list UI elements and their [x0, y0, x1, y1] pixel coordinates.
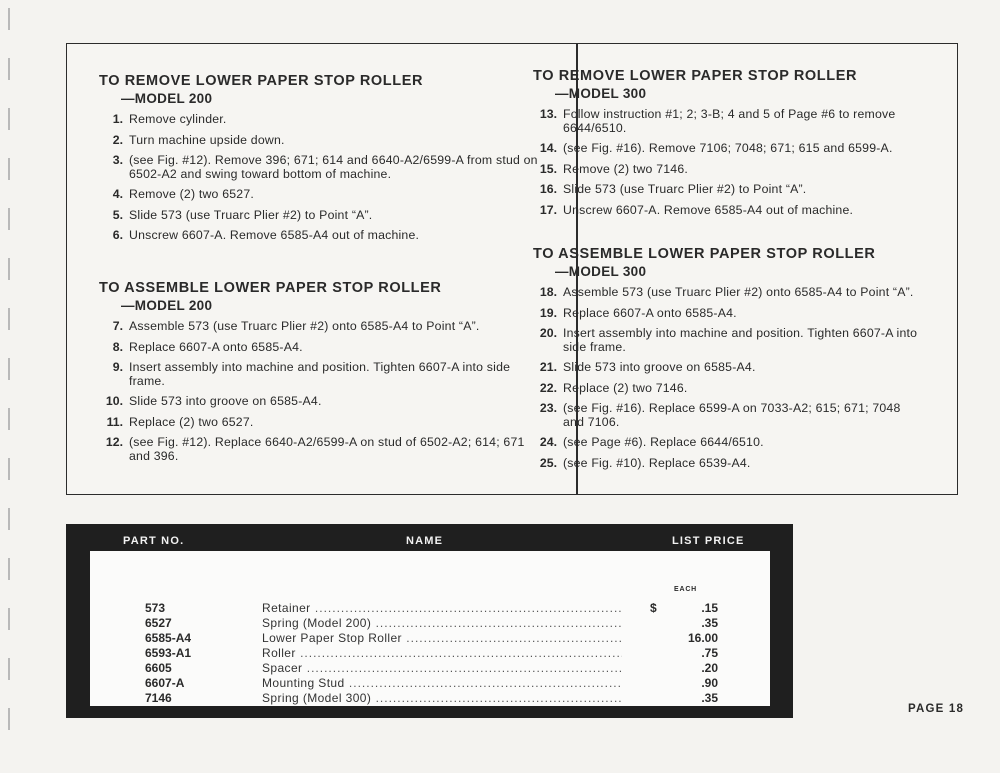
- table-row: [90, 676, 770, 691]
- section-heading: [99, 280, 539, 314]
- step-number: 18 .: [533, 286, 557, 300]
- assemble-model-200-section: [99, 280, 539, 470]
- section-heading: [533, 246, 925, 280]
- step-text: Turn machine upside down.: [129, 132, 285, 147]
- part-number: 6605: [145, 661, 172, 675]
- step-item: [533, 142, 925, 156]
- step-text: Replace 6607-A onto 6585-A4.: [563, 305, 737, 320]
- table-row: [90, 691, 770, 706]
- step-number: 12 .: [99, 436, 123, 463]
- step-text: Slide 573 (use Truarc Plier #2) to Point “A”.: [129, 207, 373, 222]
- instructions-box: [66, 43, 958, 495]
- part-name: Lower Paper Stop Roller .....: [262, 631, 622, 645]
- step-item: [533, 457, 925, 471]
- step-number: 11 .: [99, 416, 123, 430]
- table-row: [90, 661, 770, 676]
- part-name: Retainer .....: [262, 601, 622, 615]
- part-number: 7146: [145, 691, 172, 705]
- part-price-cell: [650, 601, 718, 615]
- step-number: 13 .: [533, 108, 557, 135]
- step-item: [533, 361, 925, 375]
- part-price: .20: [701, 661, 718, 675]
- step-number: 20 .: [533, 327, 557, 354]
- step-number: 5 .: [99, 209, 123, 223]
- step-text: Unscrew 6607-A. Remove 6585-A4 out of machine.: [129, 228, 420, 242]
- step-number: 15 .: [533, 163, 557, 177]
- each-label: EACH: [674, 586, 698, 593]
- step-number: 3 .: [99, 154, 123, 181]
- step-number: 23 .: [533, 402, 557, 429]
- step-list: [99, 113, 539, 243]
- step-text: Replace (2) two 7146.: [563, 380, 688, 395]
- section-title: TO REMOVE LOWER PAPER STOP ROLLER: [99, 73, 424, 89]
- step-text: Slide 573 into groove on 6585-A4.: [563, 360, 756, 374]
- part-price: .15: [701, 601, 718, 615]
- step-number: 19 .: [533, 307, 557, 321]
- step-text: Insert assembly into machine and position. Tighten 6607-A into side frame.: [129, 360, 511, 388]
- step-item: [533, 163, 925, 177]
- step-item: [533, 402, 925, 429]
- step-number: 6 .: [99, 229, 123, 243]
- step-item: [99, 320, 539, 334]
- section-title: TO ASSEMBLE LOWER PAPER STOP ROLLER: [99, 280, 442, 296]
- assemble-model-300-section: [533, 246, 925, 477]
- section-subtitle: —MODEL 300: [555, 86, 647, 101]
- part-number: 6607-A: [145, 676, 185, 690]
- header-name: NAME: [406, 535, 444, 547]
- part-name: Spring (Model 300) .....: [262, 691, 622, 705]
- step-text: Slide 573 into groove on 6585-A4.: [129, 394, 322, 408]
- section-subtitle: —MODEL 200: [121, 91, 213, 106]
- step-list: [533, 286, 925, 470]
- step-text: Assemble 573 (use Truarc Plier #2) onto 6585-A4 to Point “A”.: [563, 285, 914, 299]
- step-text: Insert assembly into machine and position. Tighten 6607-A into side frame.: [563, 326, 918, 354]
- page-number: PAGE 18: [908, 703, 965, 715]
- step-item: [99, 209, 539, 223]
- step-item: [99, 395, 539, 409]
- step-text: (see Fig. #16). Remove 7106; 7048; 671; 615 and 6599-A.: [563, 141, 893, 155]
- step-item: [99, 341, 539, 355]
- step-text: Remove (2) two 6527.: [129, 187, 254, 201]
- step-number: 1 .: [99, 113, 123, 127]
- step-item: [533, 286, 925, 300]
- part-number: 6527: [145, 616, 172, 630]
- part-price: .75: [701, 646, 718, 660]
- step-item: [99, 361, 539, 388]
- section-heading: [99, 73, 539, 107]
- table-row: [90, 616, 770, 631]
- step-list: [99, 320, 539, 463]
- currency-symbol: $: [650, 601, 657, 615]
- step-text: Remove cylinder.: [129, 112, 227, 126]
- step-item: [99, 416, 539, 430]
- section-subtitle: —MODEL 300: [555, 264, 647, 279]
- part-name: Mounting Stud .....: [262, 676, 622, 690]
- parts-price-table: [66, 524, 793, 718]
- step-text: (see Page #6). Replace 6644/6510.: [563, 435, 764, 449]
- table-row: [90, 631, 770, 646]
- step-item: [99, 134, 539, 148]
- step-text: (see Fig. #12). Remove 396; 671; 614 and 6640-A2/6599-A from stud on 6502-A2 and swing toward bottom of machine.: [129, 153, 538, 181]
- step-number: 8 .: [99, 341, 123, 355]
- step-number: 9 .: [99, 361, 123, 388]
- step-item: [533, 382, 925, 396]
- step-number: 25 .: [533, 457, 557, 471]
- step-text: Remove (2) two 7146.: [563, 161, 688, 176]
- step-item: [99, 113, 539, 127]
- table-row: [90, 646, 770, 661]
- part-price: .35: [701, 691, 718, 705]
- header-list-price: LIST PRICE: [672, 535, 745, 547]
- part-number: 6585-A4: [145, 631, 192, 645]
- step-number: 10 .: [99, 395, 123, 409]
- remove-model-300-section: [533, 68, 925, 224]
- step-item: [533, 204, 925, 218]
- section-heading: [533, 68, 925, 102]
- part-number: 573: [145, 601, 166, 615]
- step-text: (see Fig. #16). Replace 6599-A on 7033-A2; 615; 671; 7048 and 7106.: [563, 401, 901, 429]
- part-price: 16.00: [687, 631, 718, 645]
- part-name: Roller .....: [262, 646, 622, 660]
- part-price: .35: [701, 616, 718, 630]
- step-number: 14 .: [533, 142, 557, 156]
- part-price: .90: [701, 676, 718, 690]
- step-item: [533, 307, 925, 321]
- section-title: TO REMOVE LOWER PAPER STOP ROLLER: [533, 68, 858, 84]
- step-list: [533, 108, 925, 217]
- step-item: [533, 183, 925, 197]
- part-name: Spacer .....: [262, 661, 622, 675]
- step-item: [533, 108, 925, 135]
- header-part-no: PART NO.: [123, 535, 185, 547]
- step-item: [99, 436, 539, 463]
- step-text: (see Fig. #12). Replace 6640-A2/6599-A on stud of 6502-A2; 614; 671 and 396.: [129, 435, 525, 463]
- part-number: 6593-A1: [145, 646, 192, 660]
- table-row: [90, 601, 770, 616]
- step-number: 22 .: [533, 382, 557, 396]
- section-title: TO ASSEMBLE LOWER PAPER STOP ROLLER: [533, 246, 876, 262]
- step-text: Replace (2) two 6527.: [129, 414, 254, 429]
- table-header: [66, 524, 793, 554]
- step-number: 16 .: [533, 183, 557, 197]
- step-text: Replace 6607-A onto 6585-A4.: [129, 339, 303, 354]
- step-item: [533, 327, 925, 354]
- table-body: [90, 551, 770, 706]
- step-text: Unscrew 6607-A. Remove 6585-A4 out of machine.: [563, 202, 854, 217]
- step-item: [99, 229, 539, 243]
- step-text: (see Fig. #10). Replace 6539-A4.: [563, 455, 751, 470]
- step-number: 7 .: [99, 320, 123, 334]
- step-number: 2 .: [99, 134, 123, 148]
- remove-model-200-section: [99, 73, 539, 250]
- step-number: 21 .: [533, 361, 557, 375]
- step-number: 17 .: [533, 204, 557, 218]
- step-text: Slide 573 (use Truarc Plier #2) to Point “A”.: [563, 182, 807, 196]
- section-subtitle: —MODEL 200: [121, 298, 213, 313]
- step-item: [533, 436, 925, 450]
- step-text: Assemble 573 (use Truarc Plier #2) onto 6585-A4 to Point “A”.: [129, 319, 480, 333]
- step-text: Follow instruction #1; 2; 3-B; 4 and 5 of Page #6 to remove 6644/6510.: [563, 107, 896, 135]
- step-number: 4 .: [99, 188, 123, 202]
- step-number: 24 .: [533, 436, 557, 450]
- step-item: [99, 188, 539, 202]
- binding-holes: [0, 0, 14, 773]
- step-item: [99, 154, 539, 181]
- part-name: Spring (Model 200) .....: [262, 616, 622, 630]
